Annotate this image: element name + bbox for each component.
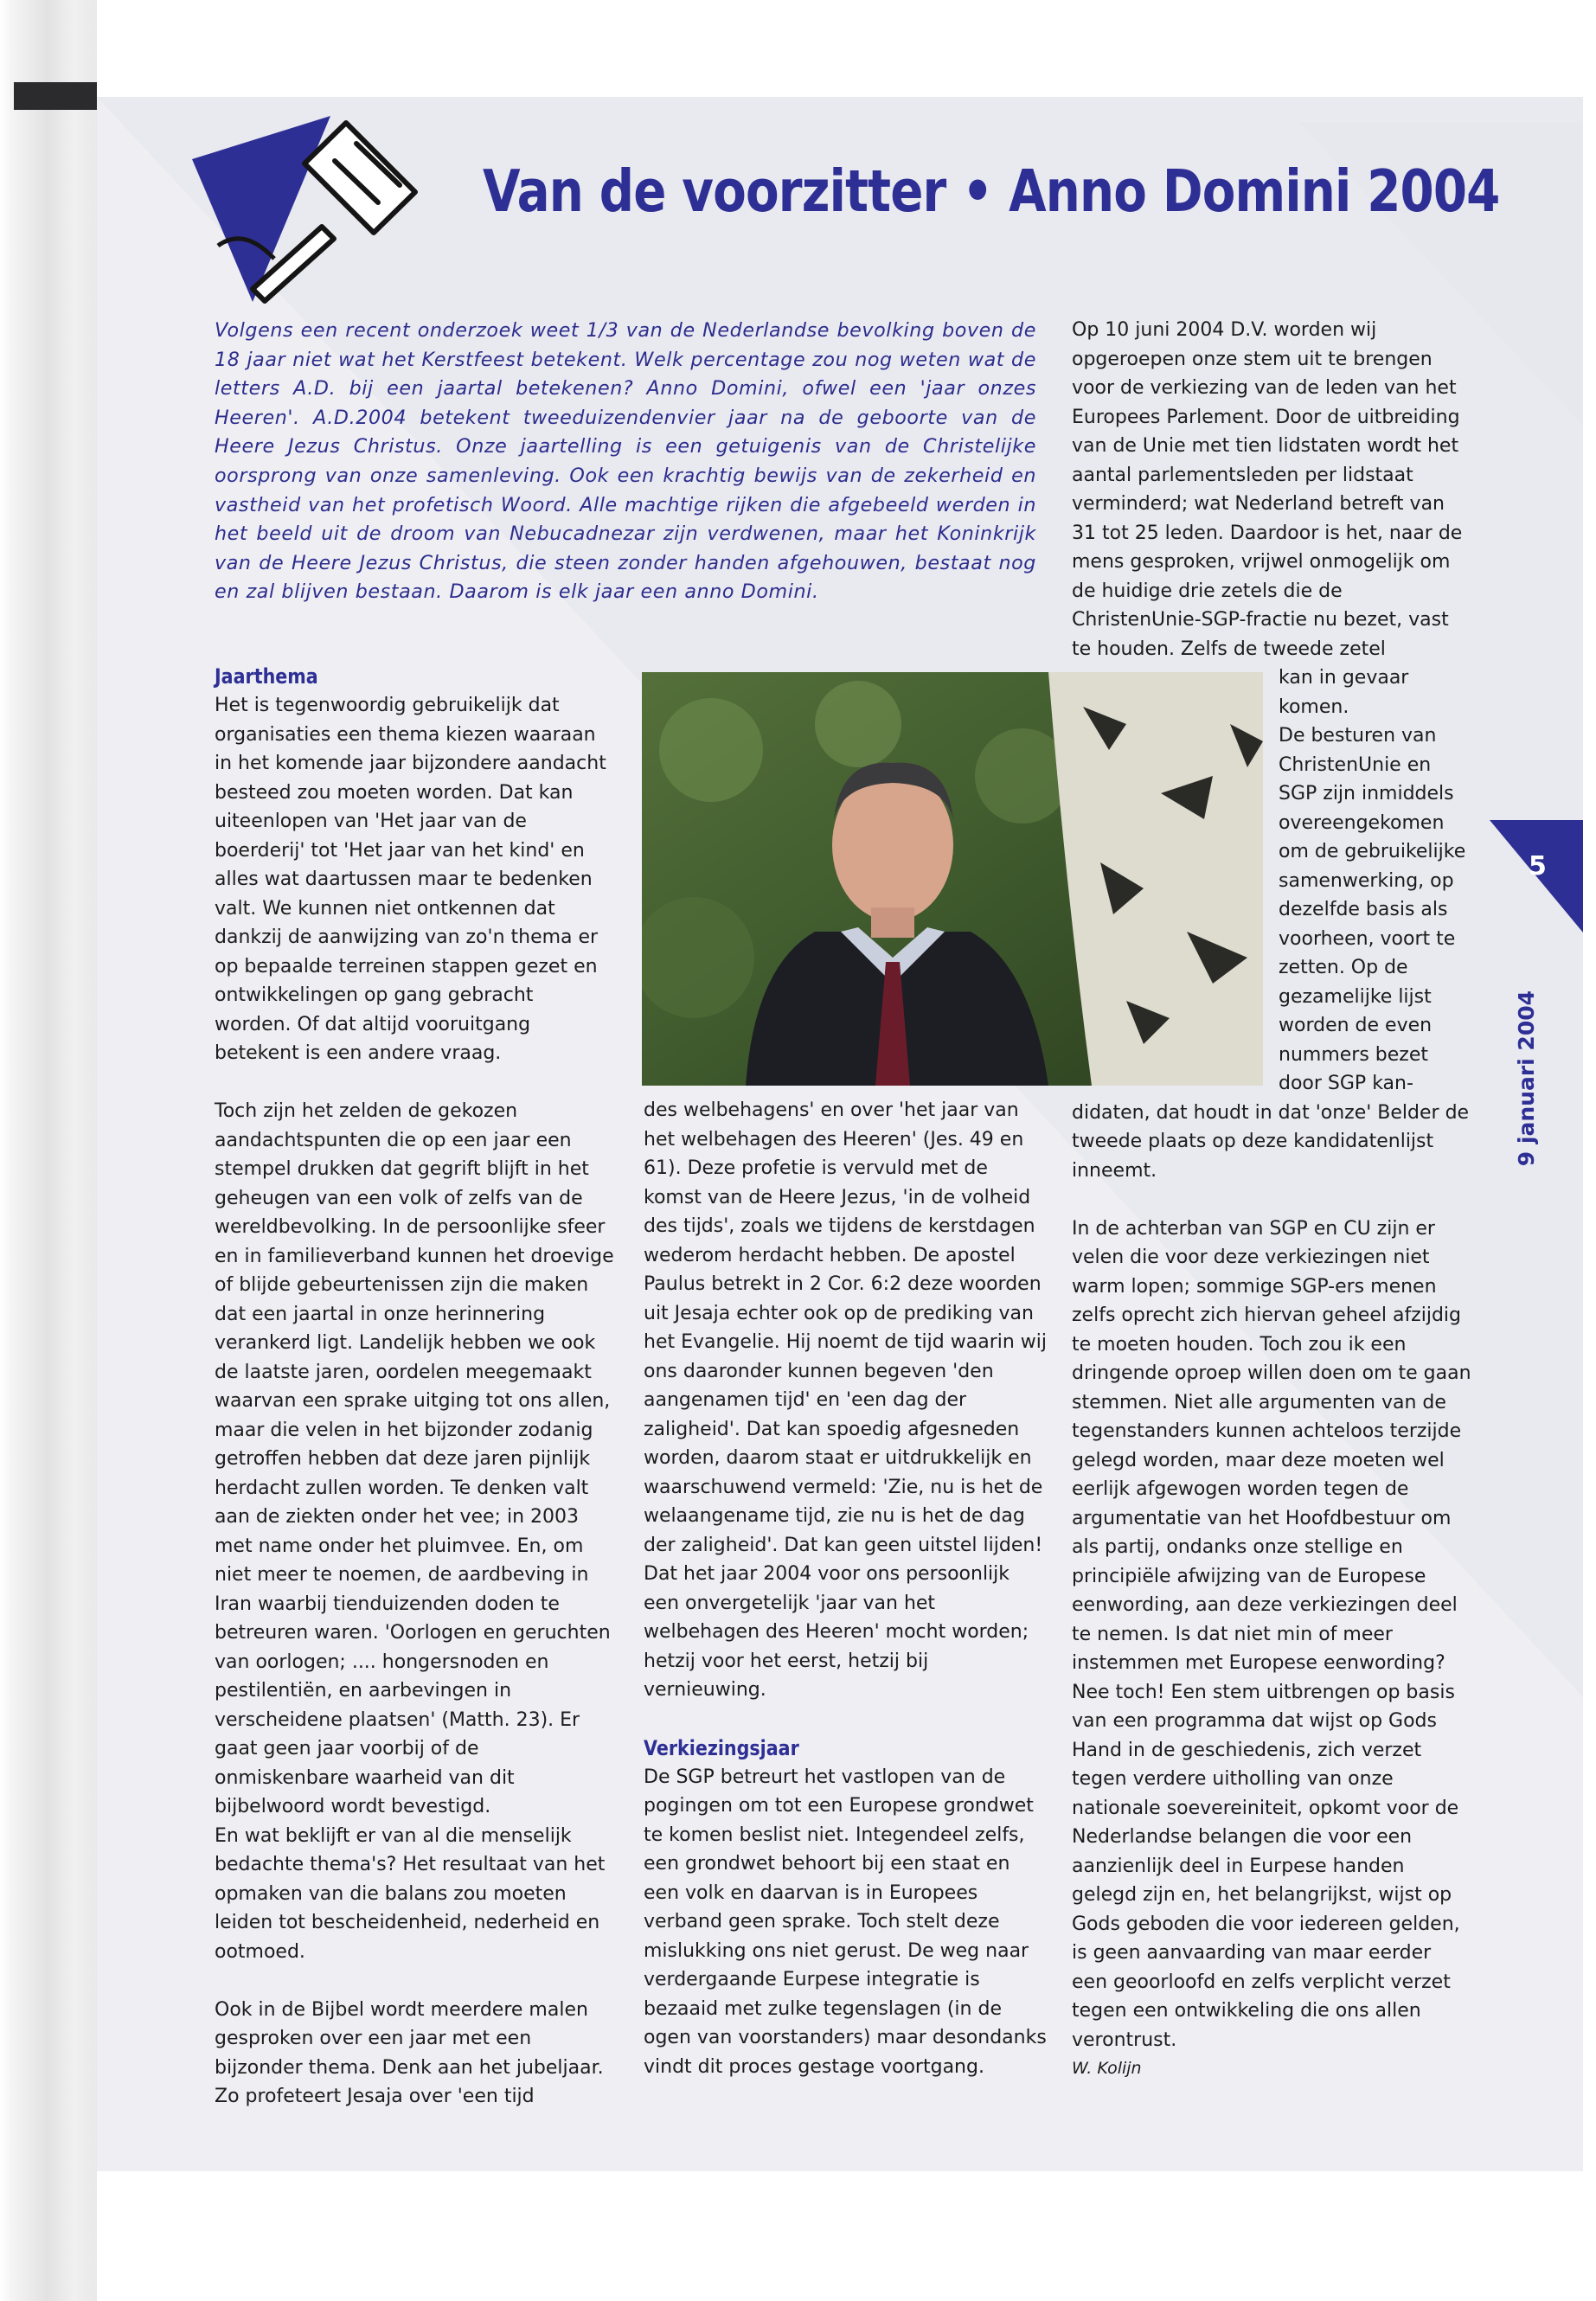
section-heading-verkiezingsjaar: Verkiezingsjaar [644, 1735, 799, 1760]
column-right [1072, 316, 1471, 2084]
issue-date: 9 januari 2004 [1514, 990, 1539, 1167]
column-middle [644, 1096, 1048, 2081]
spine-binding [14, 82, 97, 110]
paragraph: Ook in de Bijbel wordt meerdere malen gesproken over een jaar met een bijzonder thema. Denk aan het jubeljaar. Zo profeteert Jesaja over 'een tijd [215, 1998, 604, 2107]
page-title: Van de voorzitter • Anno Domini 2004 [483, 157, 1500, 225]
author-signature: W. Kolijn [1072, 2059, 1142, 2078]
paragraph: Op 10 juni 2004 D.V. worden wij opgeroepen onze stem uit te brengen voor de verkiezing van de leden van het Europees Parlement. Door de uitbreiding van de Unie met tien lidstaten wordt het aantal parlementsleden per lidstaat verminderd; wat Nederland betreft van 31 tot 25 leden. Daardoor is het, naar de mens gesproken, vrijwel onmogelijk om de huidige drie zetels die de ChristenUnie-SGP-fractie nu bezet, vast te houden. Zelfs de tweede zetel [1072, 319, 1463, 660]
paragraph: Dat het jaar 2004 voor ons persoonlijk een onvergetelijk 'jaar van het welbehagen des Heeren' mocht worden; hetzij voor het eerst, hetzij bij vernieuwing. [644, 1563, 1029, 1701]
paragraph: des welbehagens' en over 'het jaar van het welbehagen des Heeren' (Jes. 49 en 61). Deze profetie is vervuld met de komst van de Heere Jezus, 'in de volheid des tijds', zoals we tijdens de kerstdagen wederom herdacht hebben. De apostel Paulus betrekt in 2 Cor. 6:2 deze woorden uit Jesaja echter ook op de prediking van het Evangelie. Hij noemt de tijd waarin wij ons daaronder kunnen begeven 'den aangenamen tijd' en 'een dag der zaligheid'. Dat kan spoedig afgesneden worden, daarom staat er uitdrukkelijk en waarschuwend vermeld: 'Zie, nu is het de welaangename tijd, zie nu is het de dag der zaligheid'. Dat kan geen uitstel lijden! [644, 1099, 1048, 1556]
paragraph: En wat beklijft er van al die menselijk bedachte thema's? Het resultaat van het opmaken van die balans zou moeten leiden tot bescheidenheid, nederheid en ootmoed. [215, 1824, 606, 1963]
gavel-icon [192, 116, 427, 306]
paragraph: De besturen van ChristenUnie en SGP zijn inmiddels overeengekomen om de gebruikelijke samenwerking, op dezelfde basis als voorheen, voort te zetten. Op de gezamelijke lijst worden de even nummers bezet door SGP kan- [1279, 725, 1466, 1094]
page-number: 5 [1529, 851, 1547, 881]
paragraph: Toch zijn het zelden de gekozen aandachtspunten die op een jaar een stempel drukken dat gegrift blijft in het geheugen van een volk of zelfs van de wereldbevolking. In de persoonlijke sfeer en in familieverband kunnen het droevige of blijde gebeurtenissen zijn die maken dat een jaartal in onze herinnering verankerd ligt. Landelijk hebben we ook de laatste jaren, oordelen meegemaakt waarvan een sprake uitging tot ons allen, maar die velen in het bijzonder zodanig getroffen hebben dat deze jaren pijnlijk herdacht zullen worden. Te denken valt aan de ziekten onder het vee; in 2003 met name onder het pluimvee. En, om niet meer te noemen, de aardbeving in Iran waarbij tienduizenden doden te betreuren waren. 'Oorlogen en geruchten van oorlogen; .... hongersnoden en pestilentiën, en aarbevingen in verscheidene plaatsen' (Matth. 23). Er gaat geen jaar voorbij of de onmiskenbare waarheid van dit bijbelwoord wordt bevestigd. [215, 1100, 614, 1817]
section-heading-jaarthema: Jaarthema [215, 664, 318, 689]
paragraph: kan in gevaar komen. [1279, 667, 1409, 718]
paragraph: Het is tegenwoordig gebruikelijk dat organisaties een thema kiezen waaraan in het komende jaar bijzondere aandacht besteed zou moeten worden. Dat kan uiteenlopen van 'Het jaar van de boerderij' tot 'Het jaar van het kind' en alles wat daartussen maar te bedenken valt. We kunnen niet ontkennen dat dankzij de aanwijzing van zo'n thema er op bepaalde terreinen stappen gezet en ontwikkelingen op gang gebracht worden. Of dat altijd vooruitgang betekent is een andere vraag. [215, 695, 606, 1064]
paragraph: De SGP betreurt het vastlopen van de pogingen om tot een Europese grondwet te komen beslist niet. Integendeel zelfs, een grondwet behoort bij een staat en een volk en daarvan is in Europees verband geen sprake. Toch stelt deze mislukking ons niet gerust. De weg naar verdergaande Eurpese integratie is bezaaid met zulke tegenslagen (in de ogen van voorstanders) maar desondanks vindt dit proces gestage voortgang. [644, 1766, 1047, 2078]
paragraph: In de achterban van SGP en CU zijn er velen die voor deze verkiezingen niet warm lopen; sommige SGP-ers menen zelfs oprecht zich hiervan geheel afzijdig te moeten houden. Toch zou ik een dringende oproep willen doen om te gaan stemmen. Niet alle argumenten van de tegenstanders kunnen achteloos terzijde gelegd worden, maar deze moeten wel eerlijk afgewogen worden tegen de argumentatie van het Hoofdbestuur om als partij, ondanks onze stellige en principiële afwijzing van de Europese eenwording, aan deze verkiezingen deel te nemen. Is dat niet min of meer instemmen met Europese eenwording? Nee toch! Een stem uitbrengen op basis van een programma dat wijst op Gods Hand in de geschiedenis, zich verzet tegen verdere uitholling van onze nationale soevereiniteit, opkomt voor de Nederlandse belangen die voor een aanzienlijk deel in Eurpese handen gelegd zijn en, het belangrijkst, wijst op Gods geboden die voor iedereen gelden, is geen aanvaarding van maar eerder een geoorloofd en zelfs verplicht verzet tegen een ontwikkeling die ons allen verontrust. [1072, 1217, 1471, 2051]
magazine-spine [0, 0, 97, 2301]
column-left [215, 662, 614, 2112]
paragraph: didaten, dat houdt in dat 'onze' Belder de tweede plaats op deze kandidatenlijst inneemt. [1072, 1101, 1470, 1182]
intro-paragraph: Volgens een recent onderzoek weet 1/3 van de Nederlandse bevolking boven de 18 jaar niet wat het Kerstfeest betekent. Welk percentage zou nog weten wat de letters A.D. bij een jaartal betekenen? Anno Domini, ofwel een 'jaar onzes Heeren'. A.D.2004 betekent tweeduizendenvier jaar na de geboorte van de Heere Jezus Christus. Onze jaartelling is een getuigenis van de Christelijke oorsprong van onze samenleving. Ook een krachtig bewijs van de zekerheid en vastheid van het profetisch Woord. Alle machtige rijken die afgebeeld werden in het beeld uit de droom van Nebucadnezar zijn verdwenen, maar het Koninkrijk van de Heere Jezus Christus, die steen zonder handen afgehouwen, bestaat nog en zal blijven bestaan. Daarom is elk jaar een anno Domini. [215, 319, 1036, 604]
